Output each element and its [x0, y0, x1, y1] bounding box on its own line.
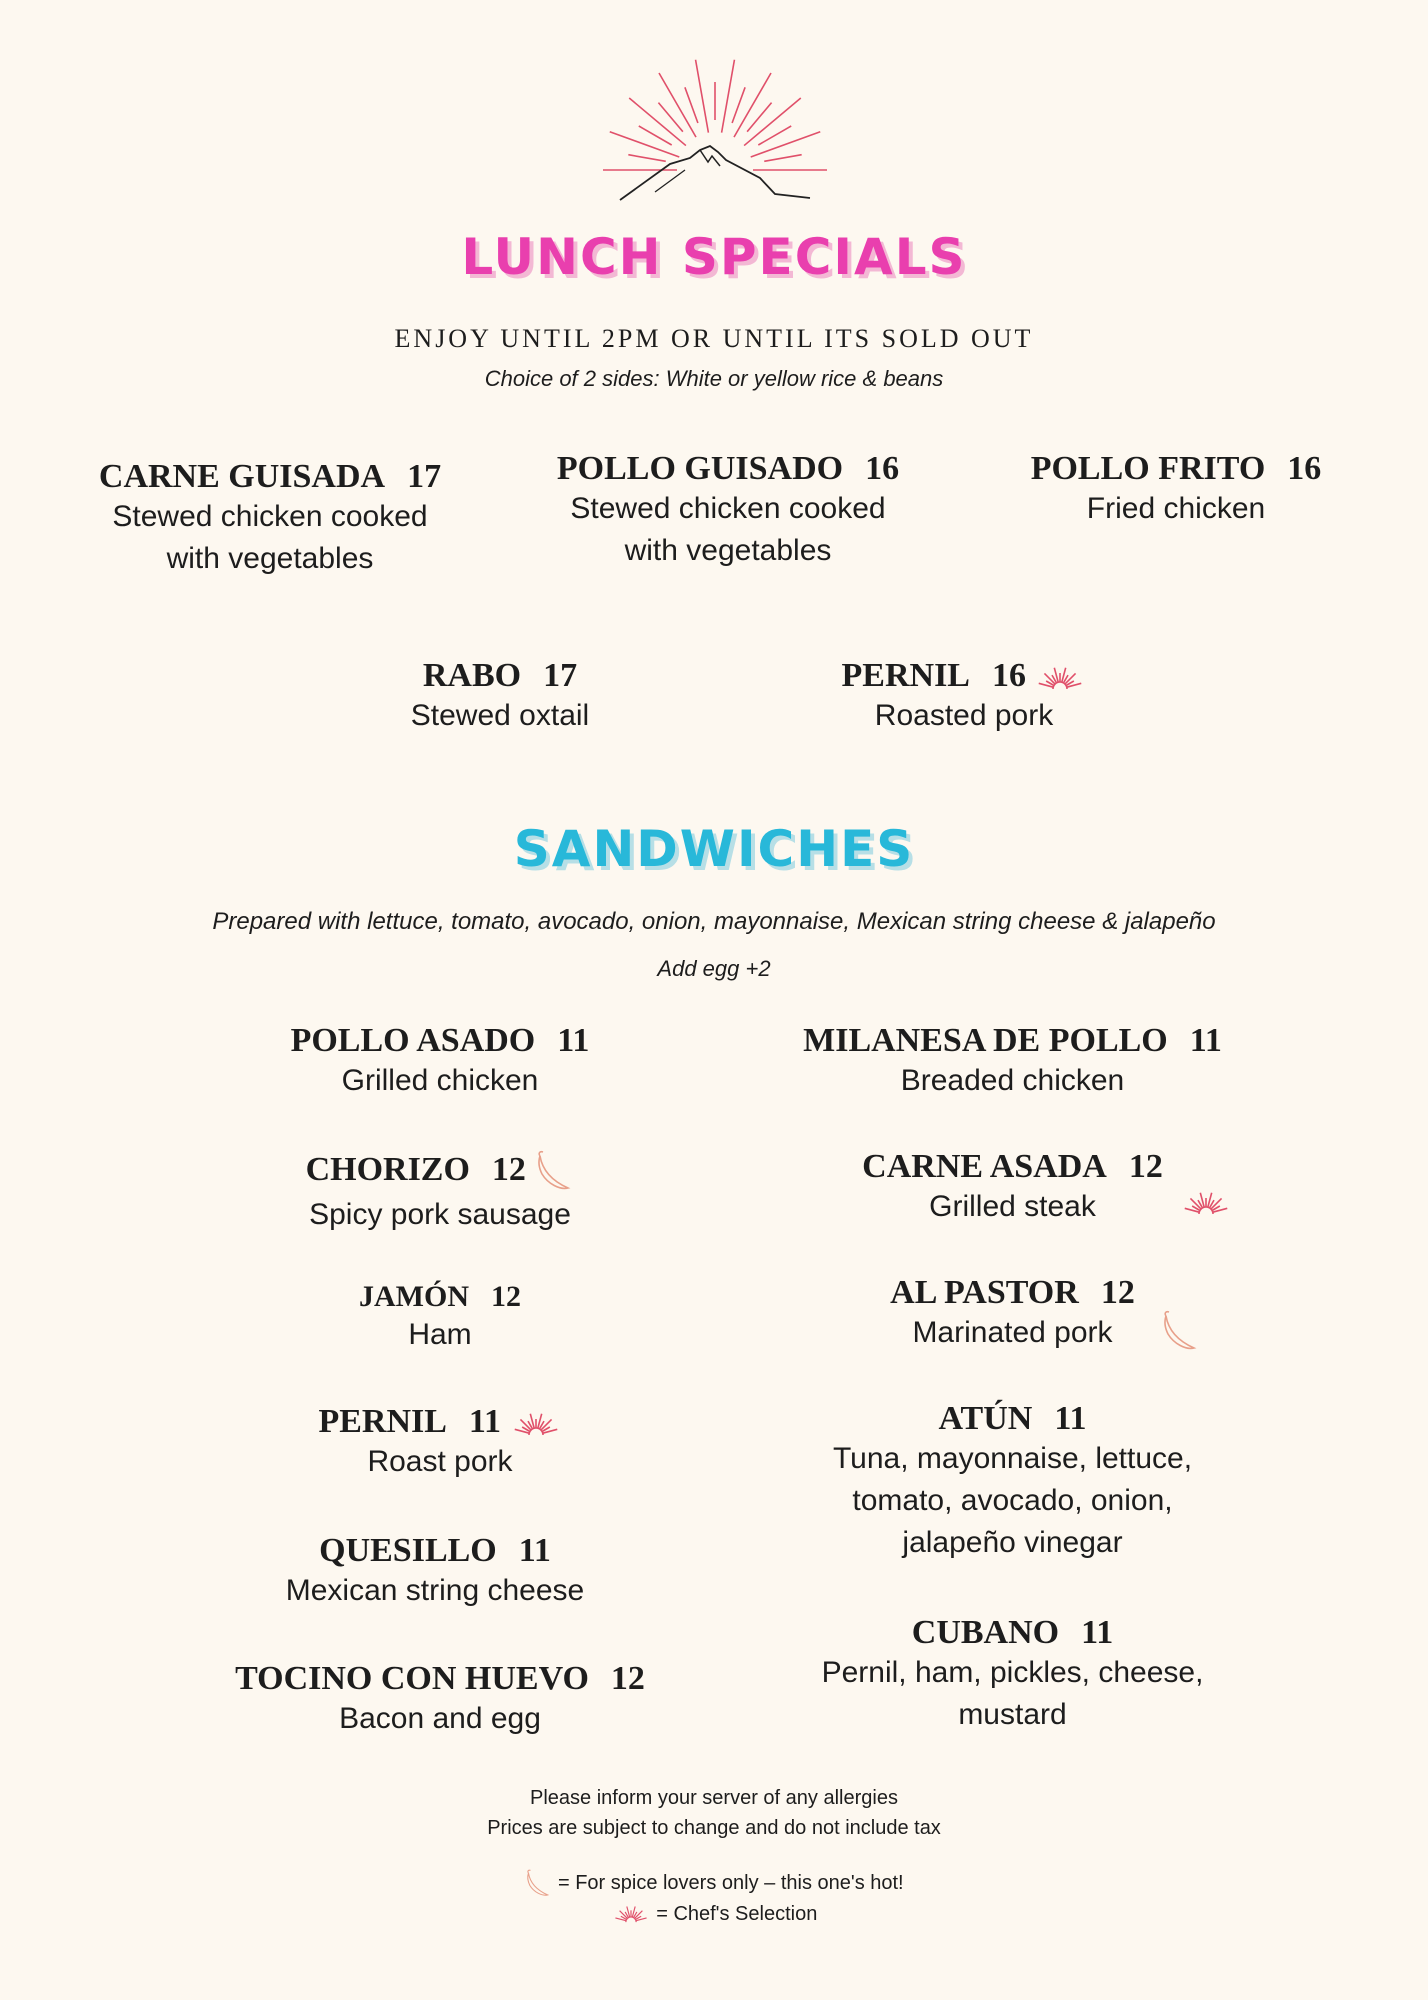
sunburst-mountain-logo: [560, 52, 870, 212]
item-title: PERNIL 11: [190, 1403, 690, 1441]
item-title: CARNE ASADA 12: [862, 1148, 1163, 1185]
item-title: CHORIZO 12: [190, 1150, 690, 1194]
add-egg-note: Add egg +2: [657, 956, 771, 981]
item-description: Grilled steak: [929, 1190, 1096, 1223]
item-description: Pernil, ham, pickles, cheese, mustard: [821, 1656, 1204, 1731]
chili-pepper-icon: [524, 1869, 552, 1899]
sandwiches-note: Prepared with lettuce, tomato, avocado, onion, mayonnaise, Mexican string cheese & jalapeño: [212, 908, 1216, 935]
lunch-specials-title: LUNCH SPECIALS: [461, 228, 967, 286]
chili-pepper-icon: [534, 1150, 574, 1194]
chef-selection-icon: [510, 1409, 562, 1439]
menu-item: [190, 1150, 690, 1236]
menu-item: [764, 657, 1164, 737]
chef-selection-icon: [611, 1903, 651, 1925]
menu-item: [190, 1660, 690, 1740]
menu-item: [528, 450, 928, 572]
item-description: Stewed oxtail: [410, 699, 590, 732]
menu-item: [190, 1532, 680, 1612]
legend-spicy: = For spice lovers only – this one's hot!: [0, 1868, 1428, 1899]
item-title: AL PASTOR 12: [890, 1274, 1135, 1311]
menu-item: [750, 1022, 1275, 1102]
item-title: TOCINO CON HUEVO 12: [235, 1660, 645, 1697]
item-title: MILANESA DE POLLO 11: [803, 1022, 1222, 1059]
item-description: Grilled chicken: [341, 1064, 539, 1097]
menu-item: [70, 458, 470, 580]
menu-item: [190, 1280, 690, 1356]
item-title: POLLO GUISADO 16: [556, 450, 900, 487]
sandwiches-title: SANDWICHES: [513, 820, 915, 878]
item-description: Stewed chicken cooked with vegetables: [112, 500, 428, 575]
item-title: ATÚN 11: [938, 1400, 1087, 1437]
item-title: QUESILLO 11: [319, 1532, 551, 1569]
item-description: Mexican string cheese: [285, 1574, 585, 1607]
item-title: POLLO FRITO 16: [1030, 450, 1322, 487]
item-description: Tuna, mayonnaise, lettuce, tomato, avocado, onion, jalapeño vinegar: [832, 1442, 1193, 1559]
item-description: Spicy pork sausage: [309, 1198, 571, 1231]
chef-selection-icon: [1180, 1188, 1232, 1218]
chef-selection-icon: [1034, 663, 1086, 693]
item-title: PERNIL 16: [764, 657, 1164, 695]
menu-item: [750, 1614, 1275, 1736]
price-note: Prices are subject to change and do not include tax: [487, 1817, 941, 1839]
item-title: CUBANO 11: [911, 1614, 1114, 1651]
footer-notes: [0, 1783, 1428, 1843]
item-description: Ham: [408, 1318, 472, 1351]
item-description: Bacon and egg: [339, 1702, 541, 1735]
item-description: Stewed chicken cooked with vegetables: [570, 492, 886, 567]
chili-pepper-icon: [1160, 1310, 1200, 1354]
item-description: Marinated pork: [912, 1316, 1113, 1349]
item-description: Fried chicken: [1086, 492, 1266, 525]
menu-item: [976, 450, 1376, 530]
lunch-specials-subtitle: ENJOY UNTIL 2PM OR UNTIL ITS SOLD OUT: [394, 324, 1034, 353]
menu-item: [750, 1400, 1275, 1564]
menu-item: [190, 1403, 690, 1483]
legend-chef: = Chef's Selection: [0, 1899, 1428, 1929]
menu-item: [190, 1022, 690, 1102]
item-description: Roast pork: [367, 1445, 513, 1478]
item-title: RABO 17: [422, 657, 578, 694]
item-title: CARNE GUISADA 17: [98, 458, 442, 495]
allergy-note: Please inform your server of any allergies: [530, 1787, 898, 1809]
item-description: Roasted pork: [874, 699, 1054, 732]
sides-note: Choice of 2 sides: White or yellow rice & beans: [484, 366, 944, 391]
item-title: POLLO ASADO 11: [290, 1022, 590, 1059]
item-title: JAMÓN 12: [359, 1280, 521, 1313]
menu-item: [300, 657, 700, 737]
item-description: Breaded chicken: [900, 1064, 1125, 1097]
legend: [0, 1868, 1428, 1929]
